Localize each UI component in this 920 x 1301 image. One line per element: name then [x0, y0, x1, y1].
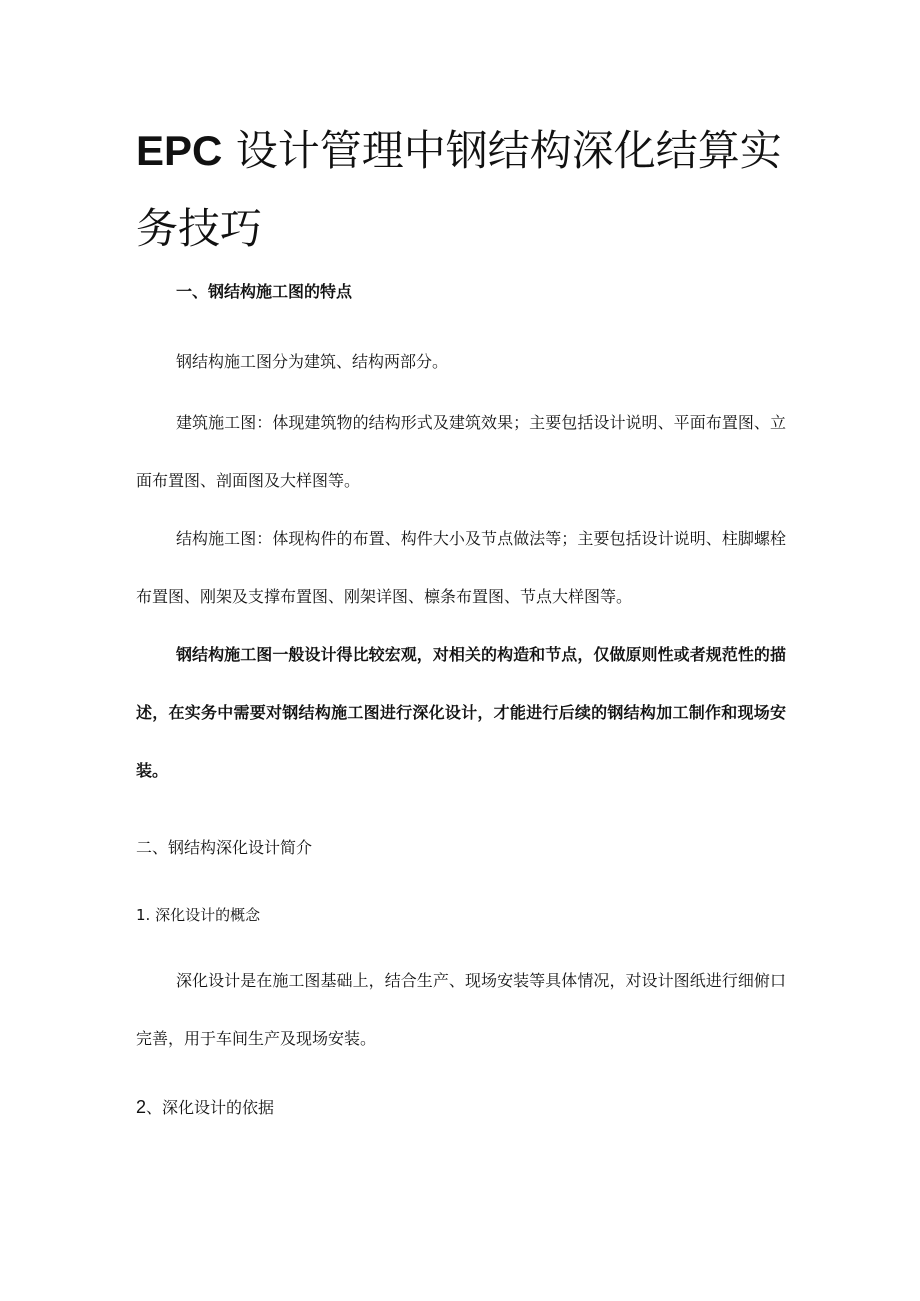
paragraph-5: 深化设计是在施工图基础上，结合生产、现场安装等具体情况，对设计图纸进行细俯口完善，用于车间生产及现场安装。: [136, 971, 786, 1048]
paragraph-2: 建筑施工图：体现建筑物的结构形式及建筑效果；主要包括设计说明、平面布置图、立面布置图、剖面图及大样图等。: [136, 413, 786, 490]
subsection1-heading: 1. 深化设计的概念: [136, 906, 261, 924]
section2-heading: 二、钢结构深化设计简介: [136, 838, 313, 857]
title-rest: 设计管理中钢结构深化结算实务技巧: [136, 126, 782, 253]
paragraph-3: 结构施工图：体现构件的布置、构件大小及节点做法等；主要包括设计说明、柱脚螺栓布置图、刚架及支撑布置图、刚架详图、檩条布置图、节点大样图等。: [136, 529, 786, 606]
section1-heading: 一、钢结构施工图的特点: [176, 282, 353, 301]
subsection2-number: 2: [136, 1097, 147, 1117]
subsection2-heading: [136, 1095, 274, 1120]
document-title: [136, 112, 796, 268]
paragraph-4: 钢结构施工图一般设计得比较宏观，对相关的构造和节点，仅做原则性或者规范性的描述，在实务中需要对钢结构施工图进行深化设计，才能进行后续的钢结构加工制作和现场安装。: [136, 645, 786, 780]
title-latin: EPC: [136, 127, 223, 174]
subsection2-text: 、深化设计的依据: [146, 1098, 275, 1117]
paragraph-1: 钢结构施工图分为建筑、结构两部分。: [176, 352, 449, 371]
